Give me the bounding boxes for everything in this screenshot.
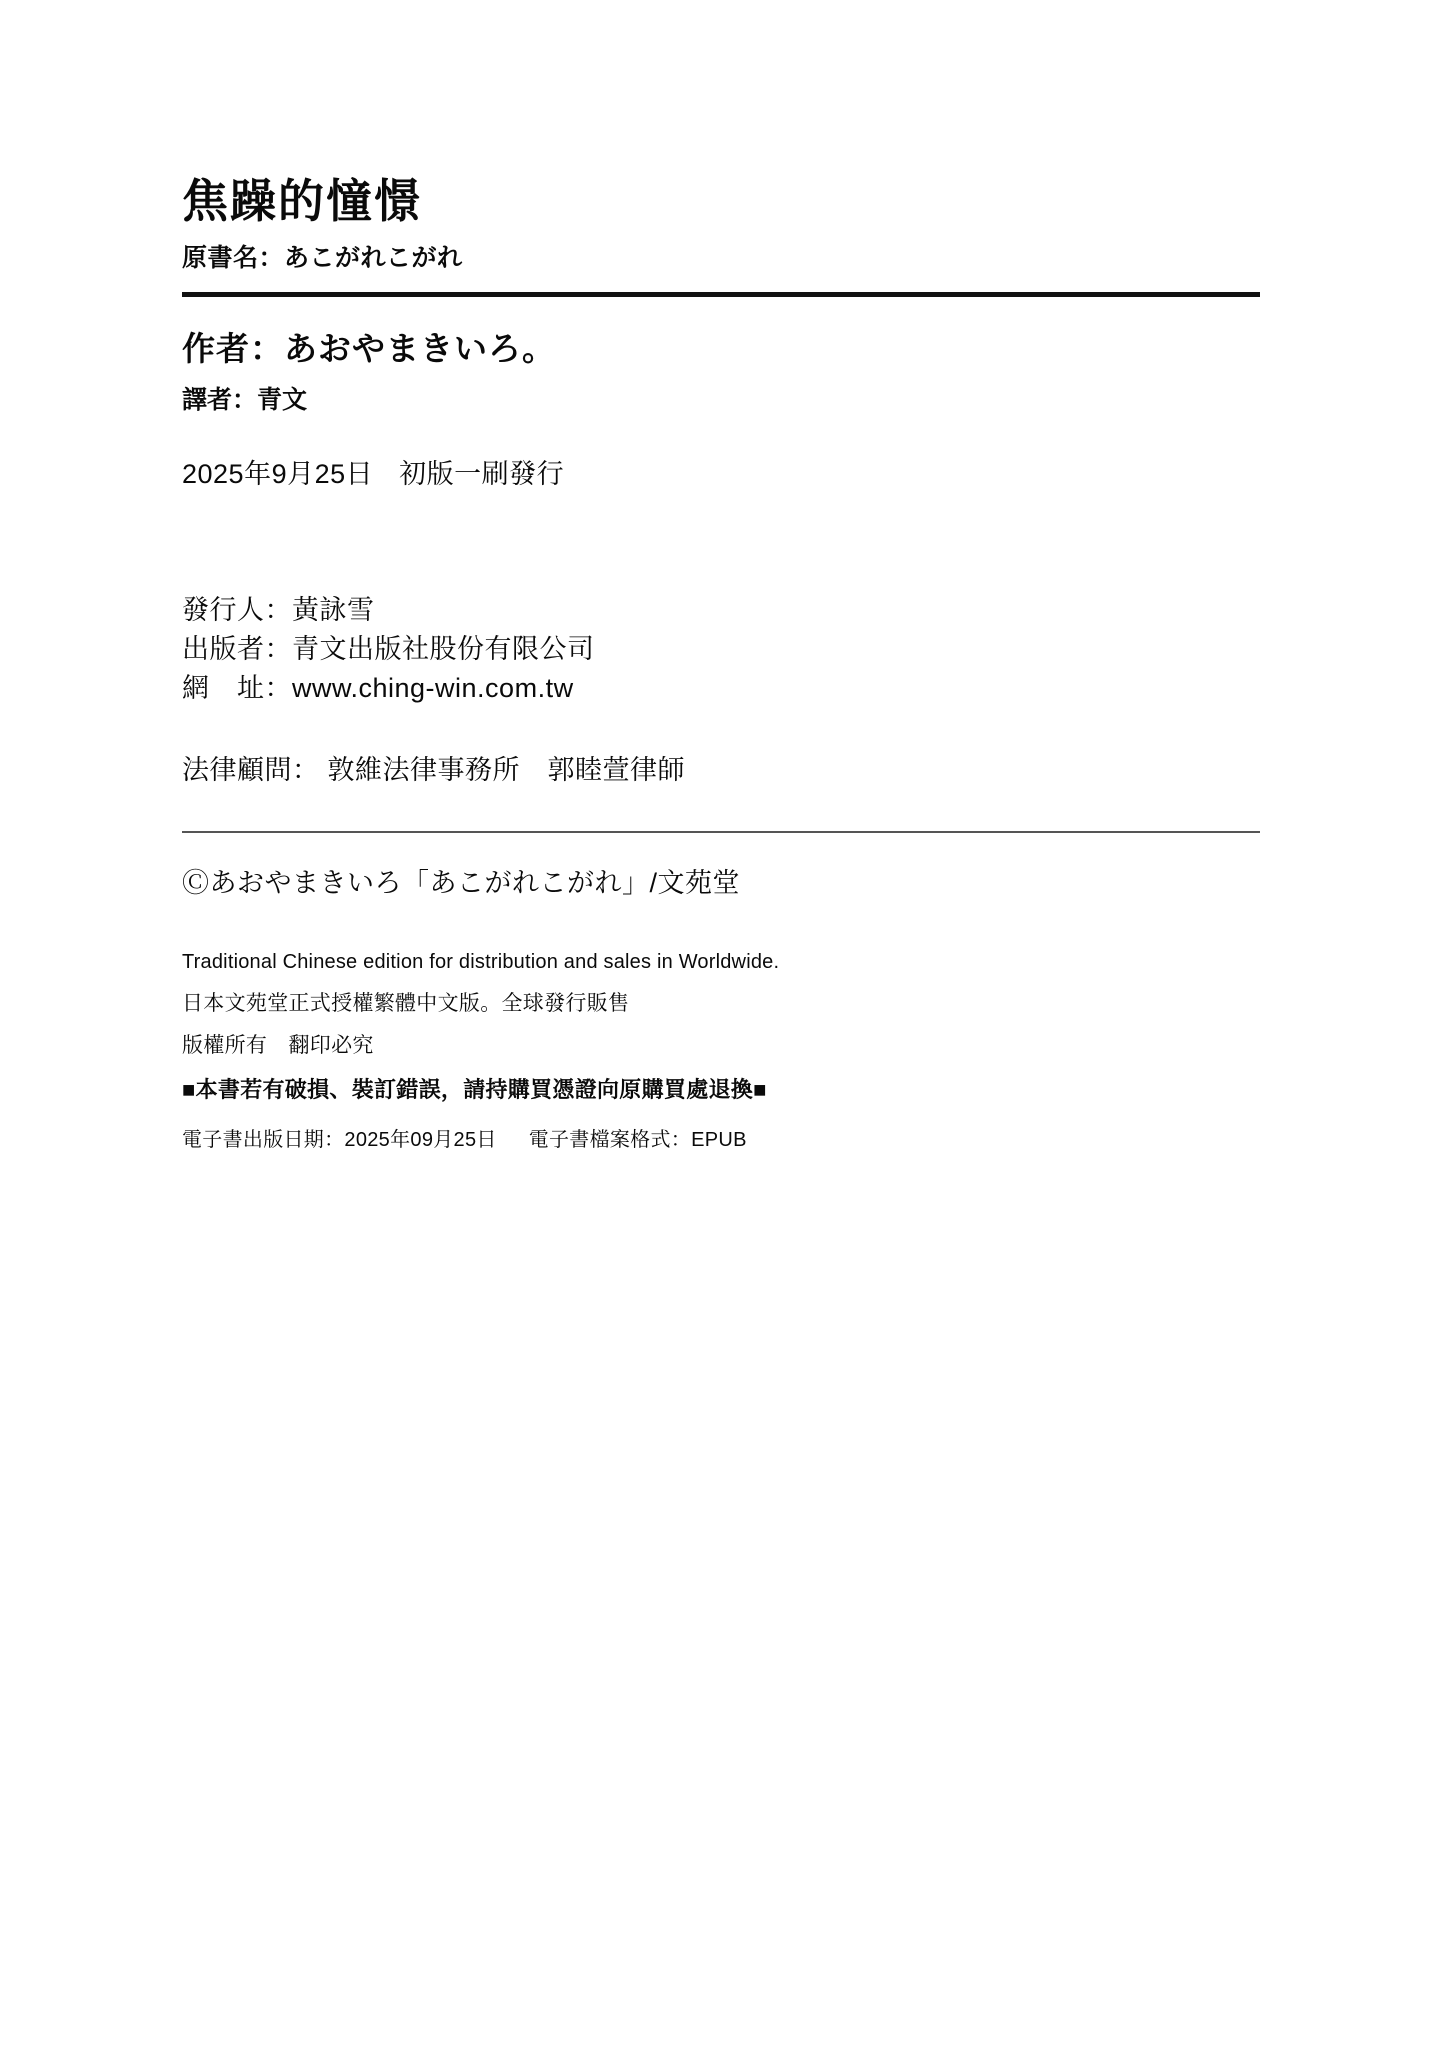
- thick-divider: [182, 292, 1260, 297]
- book-title: 焦躁的憧憬: [182, 175, 422, 227]
- copyright-line: Ⓒあおやまきいろ「あこがれこがれ」/文苑堂: [182, 867, 741, 898]
- damage-notice: ■本書若有破損、裝訂錯誤，請持購買憑證向原購買處退換■: [182, 1076, 767, 1102]
- legal-advisor-line: 法律顧問： 敦維法律事務所 郭睦萱律師: [182, 754, 686, 785]
- publisher-name: 出版者：青文出版社股份有限公司: [182, 633, 595, 664]
- publisher-representative: 發行人：黃詠雪: [182, 594, 375, 625]
- ebook-date: 電子書出版日期：2025年09月25日: [182, 1129, 497, 1152]
- ebook-info-line: [182, 1124, 1262, 1157]
- english-notice: Traditional Chinese edition for distribution and sales in Worldwide.: [182, 950, 780, 973]
- rights-notice: 版權所有 翻印必究: [182, 1034, 374, 1058]
- ebook-format: 電子書檔案格式：EPUB: [528, 1129, 747, 1152]
- publication-date: 2025年9月25日: [182, 458, 374, 489]
- publication-date-line: [182, 452, 1262, 491]
- license-notice: 日本文苑堂正式授權繁體中文版。全球發行販售: [182, 991, 630, 1015]
- publisher-website: 網 址：www.ching-win.com.tw: [182, 672, 574, 703]
- translator-line: 譯者：青文: [182, 385, 308, 414]
- original-title: 原書名：あこがれこがれ: [182, 243, 463, 272]
- edition-label: 初版一刷發行: [399, 458, 565, 489]
- colophon-content: [182, 175, 1262, 1157]
- fine-print-block: [182, 946, 1262, 1158]
- author-line: 作者：あおやまきいろ。: [182, 329, 556, 367]
- thin-divider: [182, 831, 1260, 833]
- publisher-block: [182, 591, 1262, 708]
